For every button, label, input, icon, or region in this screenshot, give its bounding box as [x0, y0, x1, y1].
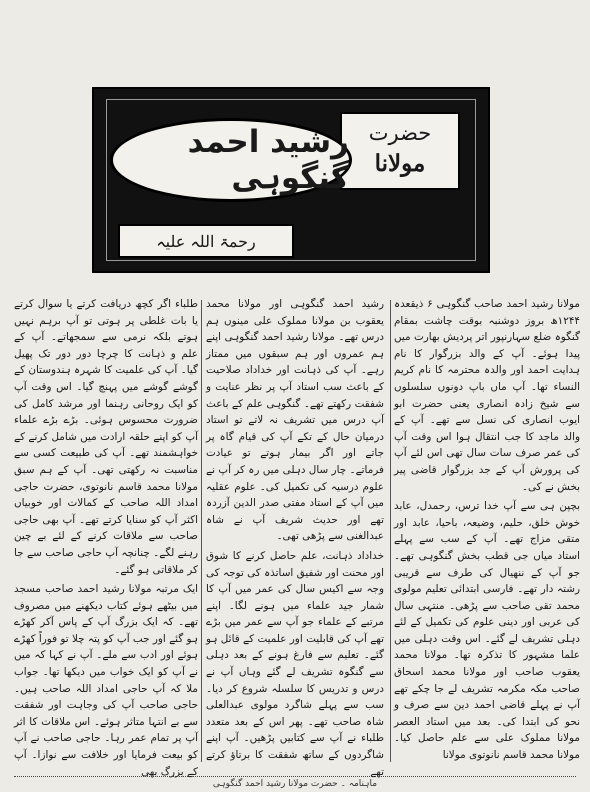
column-divider: [201, 300, 202, 762]
column-middle: [206, 296, 384, 778]
title-box: [340, 112, 460, 190]
paragraph: ایک مرتبہ مولانا رشید احمد صاحب مسجد میں بیٹھے ہوئے کتاب دیکھنے میں مصروف تھے۔ کہ ایک بزرگ آپ کے پاس آکر کھڑے ہو گئے اور جب آپ کو پتہ چلا تو فوراً کھڑے ہوئے اور ادب سے ملے۔ آپ نے کہا کہ میں نے آپ کو ایک خواب میں دیکھا تھا۔ جواب ملا کہ آپ حاجی امداد اللہ صاحب ہیں۔ حاجی صاحب آپ کی وجاہت اور شفقت سے بے انتہا متاثر ہوئے۔ اس ملاقات کا اثر آپ پر تمام عمر رہا۔ حاجی صاحب نے آپ کو بیعت فرمایا اور خلافت سے نوازا۔ آپ کے بزرگ بھی: [14, 583, 198, 778]
paragraph: خداداد ذہانت، علم حاصل کرنے کا شوق اور محنت اور شفیق اساتذہ کی توجہ کی وجہ سے اکیس سال کی عمر میں آپ کا شمار جید علماء میں ہونے لگا۔ اپنے مرتبے کے علماء جو آپ سے عمر میں بڑے تھے آپ کی قابلیت اور علمیت کے قائل ہو گئے۔ تعلیم سے فارغ ہونے کے بعد دہلی سے گنگوہ تشریف لے گئے وہاں آپ نے درس و تدریس کا سلسلہ شروع کر دیا۔ سب سے پہلے شاگرد مولوی عبدالعلی شاہ صاحب تھے۔ پھر اس کے بعد متعدد طلباء نے آپ سے کتابیں پڑھیں۔ آپ اپنے شاگردوں کے ساتھ شفقت کا برتاؤ کرتے تھے: [206, 549, 384, 778]
column-divider: [390, 300, 391, 762]
title-maulana: مولانا: [374, 150, 426, 177]
column-right: [394, 296, 580, 766]
paragraph: بچپن ہی سے آپ خدا ترس، رحمدل، عابد خوش خلق، حلیم، وضیعہ، باحیا، عابد اور متقی مزاج تھے۔ آپ کے سب سے پہلے استاد میاں جی قطب بخش گنگوہی تھے۔ جو آپ کے ننھیال کی طرف سے قریبی رشتہ دار تھے۔ فارسی ابتدائی تعلیم مولوی محمد تقی صاحب سے پڑھی۔ منتہی سال کی عربی اور دینی علوم کی تکمیل کے لئے دہلی تشریف لے گئے۔ اس وقت دہلی میں علما مشہور کا تذکرہ تھا۔ مولانا محمد یعقوب صاحب اور مولانا محمد اسحاق صاحب مکہ مکرمہ تشریف لے جا چکے تھے آپ نے پہلے قاضی احمد دین سے صرف و نحو کی ابتدا کی۔ بعد میں استاد العصر مولانا مملوک علی سے علم حاصل کیا۔ مولانا محمد قاسم نانوتوی مولانا: [394, 500, 580, 762]
title-hazrat: حضرت: [368, 121, 432, 145]
paragraph: مولانا رشید احمد صاحب گنگوہی ۶ ذیقعدہ ۱۲۴۴ھ بروز دوشنبہ بوقت چاشت بمقام گنگوہ ضلع سہارنپور اتر پردیش بھارت میں پیدا ہوئے۔ آپ کے والد بزرگوار کا نام ہدایت احمد اور والدہ محترمہ کا نام کریم النساء تھا۔ آپ ماں باپ دونوں سلسلوں سے شیخ زادہ انصاری یعنی حضرت ابو ایوب انصاری کی نسل سے تھے۔ آپ کے والد ماجد کا جب انتقال ہوا اس وقت آپ کی عمر صرف سات سال تھی اس لئے آپ کی پرورش آپ کے جد بزرگوار قاضی پیر بخش نے کی۔: [394, 298, 580, 493]
paragraph: رشید احمد گنگوہی اور مولانا محمد یعقوب بن مولانا مملوک علی مینوں ہم درس تھے۔ مولانا رشید احمد گنگوہی اپنے ہم عمروں اور ہم سبقوں میں ممتاز رہے۔ آپ کی ذہانت اور خداداد صلاحیت کے باعث سب استاد آپ پر نظر عنایت و شفقت رکھتے تھے۔ گنگوہی علم کے باعث آپ درس میں تشریف نہ لاتے تو استاد درمیان حال کے تکے آپ کی قیام گاہ پر جاتے اور اگر بیمار ہوتے تو عیادت فرماتے۔ چار سال دہلی میں رہ کر آپ نے علوم درسیہ کی تکمیل کی۔ علوم عقلیہ میں آپ کے استاد مفتی صدر الدین آزردہ تھے اور حدیث شریف آپ نے شاہ عبدالغنی سے پڑھی تھی۔: [206, 298, 384, 543]
name-oval: [110, 118, 352, 202]
honorific-text: رحمۃ اللہ علیہ: [156, 231, 256, 251]
column-left: [14, 296, 198, 778]
honorific-box: [118, 224, 294, 258]
article-title: رشید احمد گنگوہی: [187, 124, 349, 196]
paragraph: طلباء اگر کچھ دریافت کرتے یا سوال کرتے یا بات غلطی پر ہوتی تو آپ برہم نہیں ہوتے بلکہ نرمی سے سمجھاتے۔ آپ کے علم و ذہانت کا چرچا دور دور تک پھیل گیا۔ آپ کی علمیت کا شہرہ ہندوستان کے گوشے گوشے میں پہنچ گیا۔ اس وقت آپ کو ایک روحانی رہنما اور مرشد کامل کی ضرورت محسوس ہوئی۔ بڑے بڑے علماء آپ کو اپنے حلقہ ارادت میں شامل کرنے کے خواہشمند تھے۔ آپ کی طبیعت کسی سے مناسبت نہ رکھتی تھی۔ آپ کے ہم سبق مولانا محمد قاسم نانوتوی، حضرت حاجی امداد اللہ صاحب کے کمالات اور خوبیاں اکثر آپ کو سنایا کرتے تھے۔ آپ بھی حاجی صاحب سے ملاقات کرنے کے لئے بے چین رہنے لگے۔ چنانچہ آپ حاجی صاحب سے جا کر ملاقاتی ہو گئے۔: [14, 298, 198, 576]
page-footer: ماہنامہ ۔ حضرت مولانا رشید احمد گنگوہی: [14, 776, 576, 791]
